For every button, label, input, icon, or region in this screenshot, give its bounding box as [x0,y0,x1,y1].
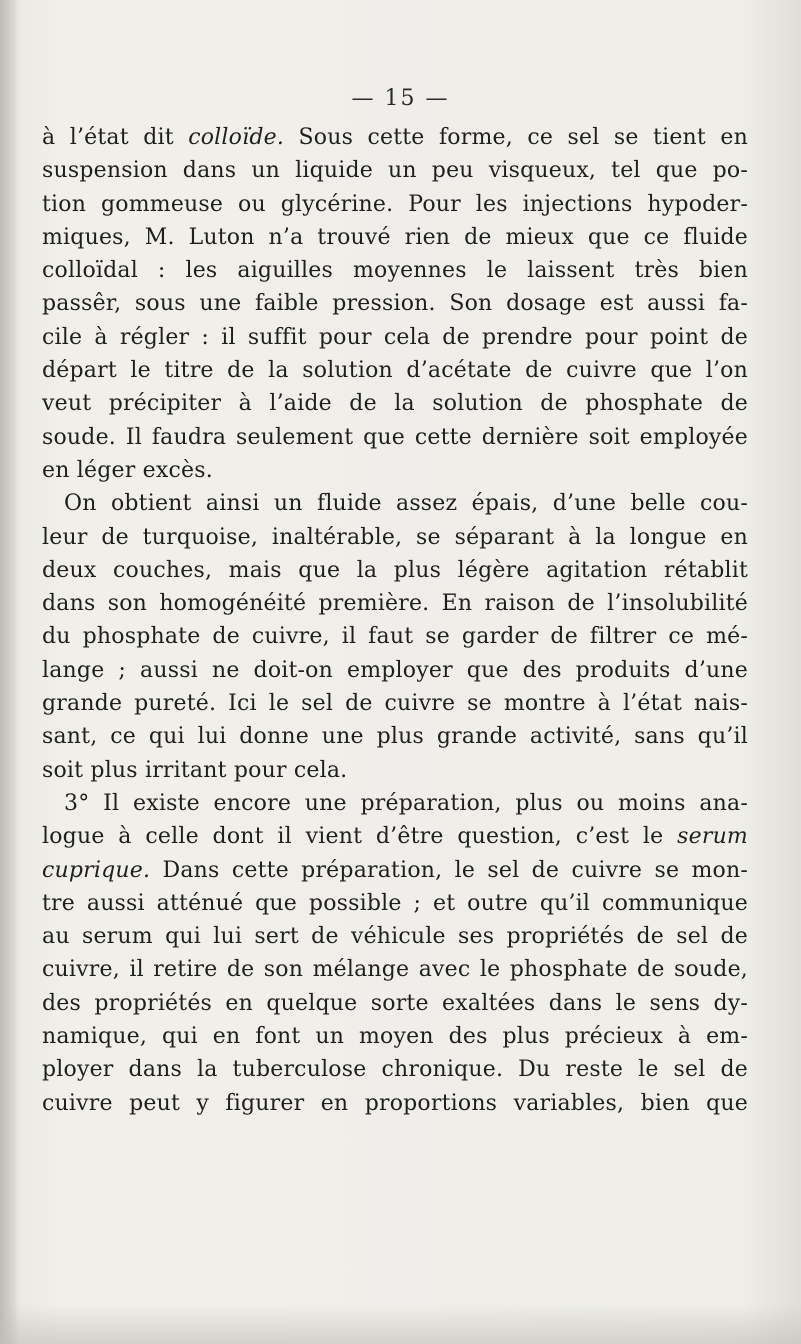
text-line: cuivre, il retire de son mélange avec le phosphate de soude, [42,957,748,983]
text-line: ployer dans la tuberculose chronique. Du reste le sel de [42,1057,748,1083]
text-line: cile à régler : il suffit pour cela de prendre pour point de [42,324,748,350]
page-number: — 15 — [351,86,450,111]
text-line: dans son homogénéité première. En raison de l’insolubilité [42,591,748,617]
text-line: soude. Il faudra seulement que cette dernière soit employée [42,424,748,450]
italic-term: cuprique. [42,857,151,883]
italic-term: colloïde. [188,125,285,150]
italic-term: serum [677,824,748,850]
text-line: deux couches, mais que la plus légère agitation rétablit [42,557,748,583]
page-spine-shadow [0,0,18,1344]
text-line: leur de turquoise, inaltérable, se séparant à la longue en [42,524,748,550]
text-line: tre aussi atténué que possible ; et outre qu’il communique [42,890,748,916]
text-line: grande pureté. Ici le sel de cuivre se montre à l’état nais- [42,691,748,717]
text-line: miques, M. Luton n’a trouvé rien de mieux que ce fluide [42,224,748,250]
text-line: lange ; aussi ne doit-on employer que des produits d’une [42,657,748,683]
text-line: cuprique. Dans cette préparation, le sel de cuivre se mon- [42,857,748,883]
body-text [42,121,748,1120]
text-line: suspension dans un liquide un peu visqueux, tel que po- [42,158,748,184]
text-line: On obtient ainsi un fluide assez épais, d’une belle cou- [64,491,748,517]
text-line: 3° Il existe encore une préparation, plus ou moins ana- [64,790,748,816]
text-line: veut précipiter à l’aide de la solution de phosphate de [42,391,748,417]
text-line: logue à celle dont il vient d’être question, c’est le serum [42,824,748,850]
text-line: passêr, sous une faible pression. Son dosage est aussi fa- [42,291,748,317]
text-line: du phosphate de cuivre, il faut se garder de filtrer ce mé- [42,624,748,650]
text-line: des propriétés en quelque sorte exaltées dans le sens dy- [42,990,748,1016]
text-line: tion gommeuse ou glycérine. Pour les injections hypoder- [42,191,748,217]
text-line: au serum qui lui sert de véhicule ses propriétés de sel de [42,924,748,950]
text-line: soit plus irritant pour cela. [42,757,348,783]
text-line: en léger excès. [42,457,213,483]
text-line: départ le titre de la solution d’acétate de cuivre que l’on [42,358,748,384]
text-line: à l’état dit colloïde. Sous cette forme, ce sel se tient en [42,125,748,150]
page-bottom-shadow [0,1304,801,1344]
text-line: colloïdal : les aiguilles moyennes le laissent très bien [42,258,748,284]
text-line: sant, ce qui lui donne une plus grande activité, sans qu’il [42,724,748,750]
text-line: namique, qui en font un moyen des plus précieux à em- [42,1024,748,1050]
text-line: cuivre peut y figurer en proportions variables, bien que [42,1090,748,1116]
